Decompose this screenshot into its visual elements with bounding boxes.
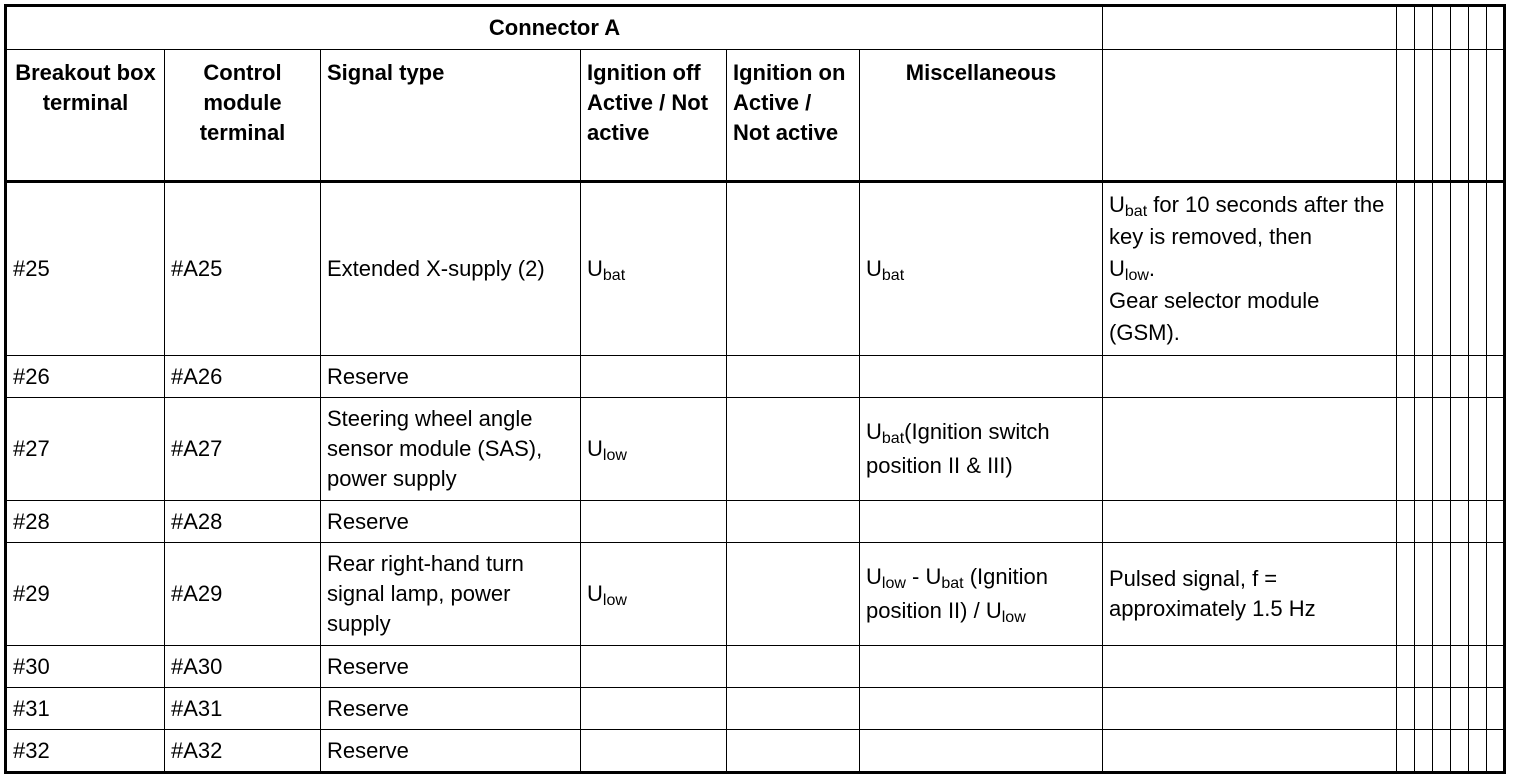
narrow-cell: [1397, 7, 1415, 50]
narrow-cell: [1415, 398, 1433, 501]
narrow-cell: [1487, 7, 1504, 50]
notes-cell: Pulsed signal, f = approximately 1.5 Hz: [1103, 543, 1397, 646]
signal-type: Reserve: [321, 646, 581, 688]
breakout-terminal: #29: [7, 543, 165, 646]
notes-text: .: [1148, 256, 1156, 281]
header-control-module-terminal: Control module terminal: [165, 50, 321, 182]
control-module-terminal: #A31: [165, 688, 321, 730]
signal-type: Reserve: [321, 356, 581, 398]
control-module-terminal: #A29: [165, 543, 321, 646]
breakout-terminal: #27: [7, 398, 165, 501]
signal-type: Reserve: [321, 688, 581, 730]
ignition-off-value: [581, 646, 727, 688]
table-row: [7, 730, 1504, 772]
u-symbol: U: [866, 419, 882, 444]
title-row: [7, 7, 1504, 50]
ignition-off-value: [581, 543, 727, 646]
narrow-cell: [1469, 730, 1487, 772]
notes-cell: [1103, 730, 1397, 772]
breakout-terminal: #28: [7, 501, 165, 543]
narrow-cell: [1487, 543, 1504, 646]
narrow-cell: [1415, 356, 1433, 398]
low-subscript: low: [602, 447, 627, 464]
ignition-on-value: [727, 356, 860, 398]
narrow-cell: [1451, 50, 1469, 182]
narrow-cell: [1469, 356, 1487, 398]
narrow-cell: [1487, 356, 1504, 398]
table-row: [7, 398, 1504, 501]
narrow-cell: [1415, 730, 1433, 772]
signal-type: Reserve: [321, 730, 581, 772]
narrow-cell: [1451, 182, 1469, 356]
notes-cell: [1103, 398, 1397, 501]
narrow-cell: [1433, 398, 1451, 501]
ignition-off-value: [581, 182, 727, 356]
u-symbol: U: [587, 256, 603, 281]
misc-value: [860, 543, 1103, 646]
notes-text: for 10 seconds after the key is removed, then: [1109, 192, 1385, 249]
narrow-cell: [1469, 50, 1487, 182]
narrow-cell: [1487, 646, 1504, 688]
narrow-cell: [1397, 182, 1415, 356]
ignition-off-value: [581, 501, 727, 543]
control-module-terminal: #A28: [165, 501, 321, 543]
bat-subscript: bat: [881, 267, 905, 284]
narrow-cell: [1397, 543, 1415, 646]
narrow-cell: [1469, 646, 1487, 688]
narrow-cell: [1469, 501, 1487, 543]
signal-type: Rear right-hand turn signal lamp, power supply: [321, 543, 581, 646]
breakout-terminal: #32: [7, 730, 165, 772]
low-subscript: low: [1124, 267, 1149, 284]
ignition-on-value: [727, 730, 860, 772]
narrow-cell: [1433, 501, 1451, 543]
ignition-off-value: [581, 730, 727, 772]
narrow-cell: [1451, 356, 1469, 398]
header-signal-type: Signal type: [321, 50, 581, 182]
header-ignition-off: Ignition off Active / Not active: [581, 50, 727, 182]
misc-text: (Ignition switch position II & III): [866, 419, 1050, 478]
narrow-cell: [1415, 543, 1433, 646]
ignition-off-value: [581, 688, 727, 730]
empty-cell: [1103, 7, 1397, 50]
narrow-cell: [1487, 688, 1504, 730]
table-title: Connector A: [7, 7, 1103, 50]
low-subscript: low: [602, 592, 627, 609]
narrow-cell: [1469, 182, 1487, 356]
breakout-terminal: #25: [7, 182, 165, 356]
breakout-terminal: #31: [7, 688, 165, 730]
misc-value: [860, 730, 1103, 772]
narrow-cell: [1397, 50, 1415, 182]
narrow-cell: [1487, 501, 1504, 543]
narrow-cell: [1433, 730, 1451, 772]
narrow-cell: [1451, 543, 1469, 646]
breakout-terminal: #26: [7, 356, 165, 398]
narrow-cell: [1397, 646, 1415, 688]
narrow-cell: [1451, 730, 1469, 772]
ignition-on-value: [727, 688, 860, 730]
narrow-cell: [1433, 182, 1451, 356]
narrow-cell: [1451, 501, 1469, 543]
narrow-cell: [1451, 398, 1469, 501]
narrow-cell: [1433, 7, 1451, 50]
ignition-on-value: [727, 398, 860, 501]
bat-subscript: bat: [941, 575, 964, 592]
u-symbol: U: [1109, 192, 1125, 217]
misc-value: [860, 182, 1103, 356]
narrow-cell: [1397, 730, 1415, 772]
ignition-on-value: [727, 543, 860, 646]
notes-cell: [1103, 688, 1397, 730]
narrow-cell: [1397, 501, 1415, 543]
narrow-cell: [1397, 356, 1415, 398]
table-row: [7, 182, 1504, 356]
narrow-cell: [1397, 688, 1415, 730]
misc-dash: -: [905, 564, 926, 589]
u-symbol: U: [985, 598, 1002, 623]
control-module-terminal: #A25: [165, 182, 321, 356]
connector-a-table: [6, 6, 1504, 772]
u-symbol: U: [1109, 256, 1125, 281]
narrow-cell: [1451, 646, 1469, 688]
narrow-cell: [1415, 7, 1433, 50]
narrow-cell: [1397, 398, 1415, 501]
narrow-cell: [1469, 688, 1487, 730]
narrow-cell: [1415, 501, 1433, 543]
narrow-cell: [1415, 688, 1433, 730]
table-row: [7, 356, 1504, 398]
control-module-terminal: #A26: [165, 356, 321, 398]
narrow-cell: [1433, 50, 1451, 182]
empty-cell: [1103, 50, 1397, 182]
bat-subscript: bat: [1124, 203, 1148, 220]
u-symbol: U: [866, 564, 882, 589]
low-subscript: low: [1001, 609, 1026, 626]
header-breakout-terminal: Breakout box terminal: [7, 50, 165, 182]
ignition-on-value: [727, 182, 860, 356]
misc-value: [860, 356, 1103, 398]
ignition-on-value: [727, 646, 860, 688]
ignition-off-value: [581, 398, 727, 501]
u-symbol: U: [587, 436, 603, 461]
ignition-on-value: [727, 501, 860, 543]
misc-value: [860, 398, 1103, 501]
table-row: [7, 688, 1504, 730]
table-row: [7, 543, 1504, 646]
u-symbol: U: [925, 564, 942, 589]
ignition-off-value: [581, 356, 727, 398]
low-subscript: low: [881, 575, 906, 592]
narrow-cell: [1415, 182, 1433, 356]
table-row: [7, 646, 1504, 688]
notes-text: Gear selector module (GSM).: [1109, 288, 1320, 345]
narrow-cell: [1469, 7, 1487, 50]
misc-text: (Ignition position II) /: [866, 564, 1048, 623]
control-module-terminal: #A27: [165, 398, 321, 501]
narrow-cell: [1415, 646, 1433, 688]
narrow-cell: [1487, 50, 1504, 182]
narrow-cell: [1487, 398, 1504, 501]
control-module-terminal: #A32: [165, 730, 321, 772]
breakout-terminal: #30: [7, 646, 165, 688]
misc-value: [860, 501, 1103, 543]
header-ignition-on: Ignition on Active / Not active: [727, 50, 860, 182]
narrow-cell: [1433, 543, 1451, 646]
narrow-cell: [1433, 688, 1451, 730]
u-symbol: U: [866, 256, 882, 281]
signal-type: Steering wheel angle sensor module (SAS), power supply: [321, 398, 581, 501]
narrow-cell: [1487, 730, 1504, 772]
control-module-terminal: #A30: [165, 646, 321, 688]
narrow-cell: [1433, 646, 1451, 688]
narrow-cell: [1487, 182, 1504, 356]
narrow-cell: [1433, 356, 1451, 398]
narrow-cell: [1415, 50, 1433, 182]
bat-subscript: bat: [602, 267, 626, 284]
narrow-cell: [1451, 688, 1469, 730]
bat-subscript: bat: [881, 430, 905, 447]
signal-type: Reserve: [321, 501, 581, 543]
signal-type: Extended X-supply (2): [321, 182, 581, 356]
narrow-cell: [1469, 398, 1487, 501]
table-row: [7, 501, 1504, 543]
misc-value: [860, 646, 1103, 688]
header-row: [7, 50, 1504, 182]
notes-cell: [1103, 501, 1397, 543]
narrow-cell: [1469, 543, 1487, 646]
header-miscellaneous: Miscellaneous: [860, 50, 1103, 182]
u-symbol: U: [587, 581, 603, 606]
notes-cell: [1103, 646, 1397, 688]
narrow-cell: [1451, 7, 1469, 50]
notes-cell: [1103, 182, 1397, 356]
notes-cell: [1103, 356, 1397, 398]
misc-value: [860, 688, 1103, 730]
